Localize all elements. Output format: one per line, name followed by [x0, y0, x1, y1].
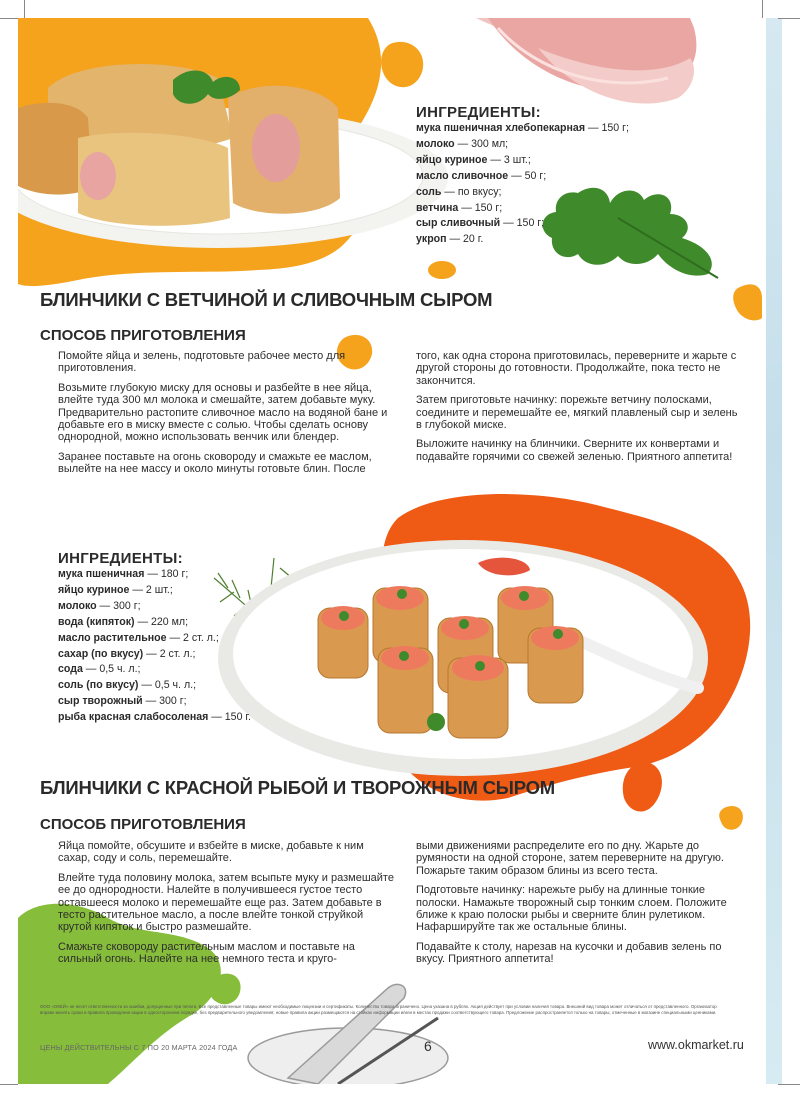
- ingredient-item: [416, 153, 629, 169]
- ingredient-amount: — 3 шт.;: [487, 153, 531, 166]
- ingredient-amount: — 50 г;: [508, 169, 547, 182]
- recipe2-method-heading: СПОСОБ ПРИГОТОВЛЕНИЯ: [40, 816, 246, 833]
- ingredient-item: [58, 647, 251, 663]
- recipe1-method-col1: [58, 350, 398, 483]
- ingredient-amount: — 300 мл;: [454, 137, 509, 150]
- ingredient-item: [416, 201, 629, 217]
- crop-mark: [0, 1084, 18, 1099]
- method-paragraph: Подавайте к столу, нарезав на кусочки и добавив зелень по вкусу. Приятного аппетита!: [416, 940, 722, 966]
- recipe1-ingredients-list: [416, 121, 629, 248]
- recipe2-ingredients-list: [58, 567, 251, 726]
- ingredient-item: [58, 678, 251, 694]
- ingredient-amount: — 20 г.: [446, 233, 484, 246]
- ingredient-name: мука пшеничная хлебопекарная: [416, 122, 585, 134]
- page-number: 6: [424, 1038, 432, 1054]
- crop-mark: [778, 18, 800, 33]
- legal-fine-print: ООО «ОКЕЙ» не несет ответственности за ошибки, допущенные при печати. Все представленные товары имеют необходимые лицензии и сертификаты. Количество товара ограничено. Цена указана в рублях. Акция действует при условии наличия товара. Внешний вид товара может отличаться от представленного. Организатор вправе менять сроки и правила проведения акции в одностороннем порядке, без предварительного уведомления; новые правила акции размещаются на стойках информации и/или в местах продажи соответствующего товара. Предложение распространяется только на товары, отмеченные в магазине специальными ценниками.: [40, 1004, 717, 1015]
- orange-drop: [381, 42, 423, 87]
- orange-blob-right: [733, 284, 762, 320]
- ingredient-item: [416, 121, 629, 137]
- method-paragraph: Влейте туда половину молока, затем всыпьте муку и размешайте ее до однородности. Налейте в получившееся густое тесто оставшееся молоко и перемешайте еще раз. Затем добавьте в тесто растительное масло, а после влейте тонкой струйкой крутой кипяток и быстро размешайте.: [58, 871, 394, 934]
- recipe1-method-heading: СПОСОБ ПРИГОТОВЛЕНИЯ: [40, 327, 246, 344]
- price-validity-text: ЦЕНЫ ДЕЙСТВИТЕЛЬНЫ С 7 ПО 20 МАРТА 2024 ГОДА: [40, 1043, 238, 1052]
- ingredient-item: [58, 662, 251, 678]
- ingredient-item: [416, 232, 629, 248]
- ingredient-name: яйцо куриное: [58, 583, 130, 596]
- ingredient-item: [58, 710, 251, 726]
- ingredient-name: рыба красная слабосоленая: [58, 711, 209, 724]
- ingredient-name: соль: [416, 185, 442, 198]
- ingredient-amount: — 150 г;: [500, 217, 545, 230]
- ingredient-amount: — 150 г.: [208, 711, 251, 724]
- ingredient-name: мука пшеничная: [58, 568, 145, 580]
- crop-mark: [778, 1084, 800, 1099]
- recipe1-title: БЛИНЧИКИ С ВЕТЧИНОЙ И СЛИВОЧНЫМ СЫРОМ: [40, 289, 493, 310]
- ingredient-amount: — 220 мл;: [134, 615, 189, 628]
- ingredient-item: [416, 185, 629, 201]
- ingredient-amount: — 2 шт.;: [129, 583, 173, 596]
- method-paragraph: Подготовьте начинку: нарежьте рыбу на длинные тонкие полоски. Намажьте творожный сыр тонким слоем. Положите ближе к краю полоски рыбы и сверните блин рулетиком. Нафаршируйте так же остальные блины.: [416, 884, 727, 934]
- method-paragraph: Заранее поставьте на огонь сковороду и смажьте ее маслом, вылейте на нее массу и около минуты готовьте блин. После: [58, 450, 372, 476]
- method-paragraph: того, как одна сторона приготовилась, переверните и жарьте с другой стороны до готовности. Продолжайте, пока тесто не закончится.: [416, 350, 737, 387]
- method-paragraph: Возьмите глубокую миску для основы и разбейте в нее яйца, влейте туда 300 мл молока и смешайте, затем добавьте муку. Предварительно растопите сливочное масло на водяной бане и добавьте его в миску вместе с солью. Чтобы сделать основу однородной, можно использовать венчик или блендер.: [58, 381, 388, 444]
- ingredient-amount: — 0,5 ч. л.;: [82, 663, 141, 676]
- ingredient-amount: — 180 г;: [144, 568, 189, 580]
- ingredient-item: [416, 216, 629, 232]
- ingredient-item: [58, 599, 251, 615]
- ingredient-name: вода (кипяток): [58, 615, 135, 628]
- recipe2-method-col2: [416, 840, 746, 973]
- method-paragraph: Выложите начинку на блинчики. Сверните их конвертами и подавайте горячими со свежей зеленью. Приятного аппетита!: [416, 438, 733, 463]
- orange-drip: [623, 762, 662, 811]
- recipe1-ingredients-heading: ИНГРЕДИЕНТЫ:: [416, 104, 541, 121]
- recipe2-method-col1: [58, 840, 398, 973]
- ingredient-amount: — по вкусу;: [441, 185, 502, 198]
- ingredient-amount: — 300 г;: [142, 695, 187, 708]
- salmon-blini-plate: [218, 540, 708, 776]
- ingredient-name: молоко: [58, 599, 97, 612]
- ingredient-name: масло сливочное: [416, 169, 509, 182]
- ingredient-name: яйцо куриное: [416, 153, 488, 166]
- recipe2-ingredients-heading: ИНГРЕДИЕНТЫ:: [58, 550, 183, 567]
- ingredient-item: [416, 137, 629, 153]
- ingredient-amount: — 300 г;: [96, 599, 141, 612]
- crop-mark: [762, 0, 777, 18]
- method-paragraph: Смажьте сковороду растительным маслом и поставьте на сильный огонь. Налейте на нее немного теста и круго-: [58, 940, 355, 966]
- ingredient-item: [58, 615, 251, 631]
- ingredient-amount: — 150 г;: [585, 122, 629, 134]
- ingredient-name: сода: [58, 663, 83, 676]
- ingredient-item: [58, 583, 251, 599]
- recipe2-title: БЛИНЧИКИ С КРАСНОЙ РЫБОЙ И ТВОРОЖНЫМ СЫРОМ: [40, 777, 556, 798]
- ingredient-name: масло растительное: [58, 631, 167, 644]
- page-edge-strip: [766, 18, 782, 1084]
- orange-dot: [428, 261, 456, 279]
- ingredient-item: [58, 567, 251, 583]
- ingredient-name: сахар (по вкусу): [58, 647, 144, 660]
- ingredient-name: соль (по вкусу): [58, 679, 139, 692]
- method-paragraph: Помойте яйца и зелень, подготовьте рабочее место для приготовления.: [58, 350, 346, 375]
- ingredient-name: молоко: [416, 137, 455, 150]
- ingredient-item: [58, 631, 251, 647]
- ham-slices-illustration: [476, 18, 696, 104]
- method-paragraph: Затем приготовьте начинку: порежьте ветчину полосками, соедините и перемешайте ее, мягкий плавленый сыр и зелень в глубокой миске.: [416, 394, 738, 432]
- recipe1-method-col2: [416, 350, 746, 470]
- orange-drop-small: [719, 806, 743, 830]
- website-link[interactable]: www.okmarket.ru: [648, 1038, 744, 1052]
- ingredient-item: [416, 169, 629, 185]
- ingredient-name: ветчина: [416, 201, 459, 214]
- ingredient-amount: — 0,5 ч. л.;: [138, 679, 197, 692]
- ham-blini-plate: [18, 64, 448, 248]
- ingredient-name: сыр сливочный: [416, 217, 501, 230]
- ingredient-amount: — 2 ст. л.;: [166, 631, 219, 644]
- cutlery-illustration: [248, 984, 448, 1084]
- method-paragraph: выми движениями распределите его по дну. Жарьте до румяности на одной стороне, затем переверните на другую. Пожарьте таким образом блины из всего теста.: [416, 840, 724, 877]
- method-paragraph: Яйца помойте, обсушите и взбейте в миске, добавьте к ним сахар, соду и соль, перемешайте.: [58, 840, 364, 865]
- ingredient-amount: — 150 г;: [458, 201, 503, 214]
- ingredient-amount: — 2 ст. л.;: [143, 647, 196, 660]
- crop-mark: [24, 0, 39, 18]
- ingredient-name: укроп: [416, 233, 447, 246]
- ingredient-name: сыр творожный: [58, 695, 143, 708]
- ingredient-item: [58, 694, 251, 710]
- crop-mark: [0, 18, 18, 33]
